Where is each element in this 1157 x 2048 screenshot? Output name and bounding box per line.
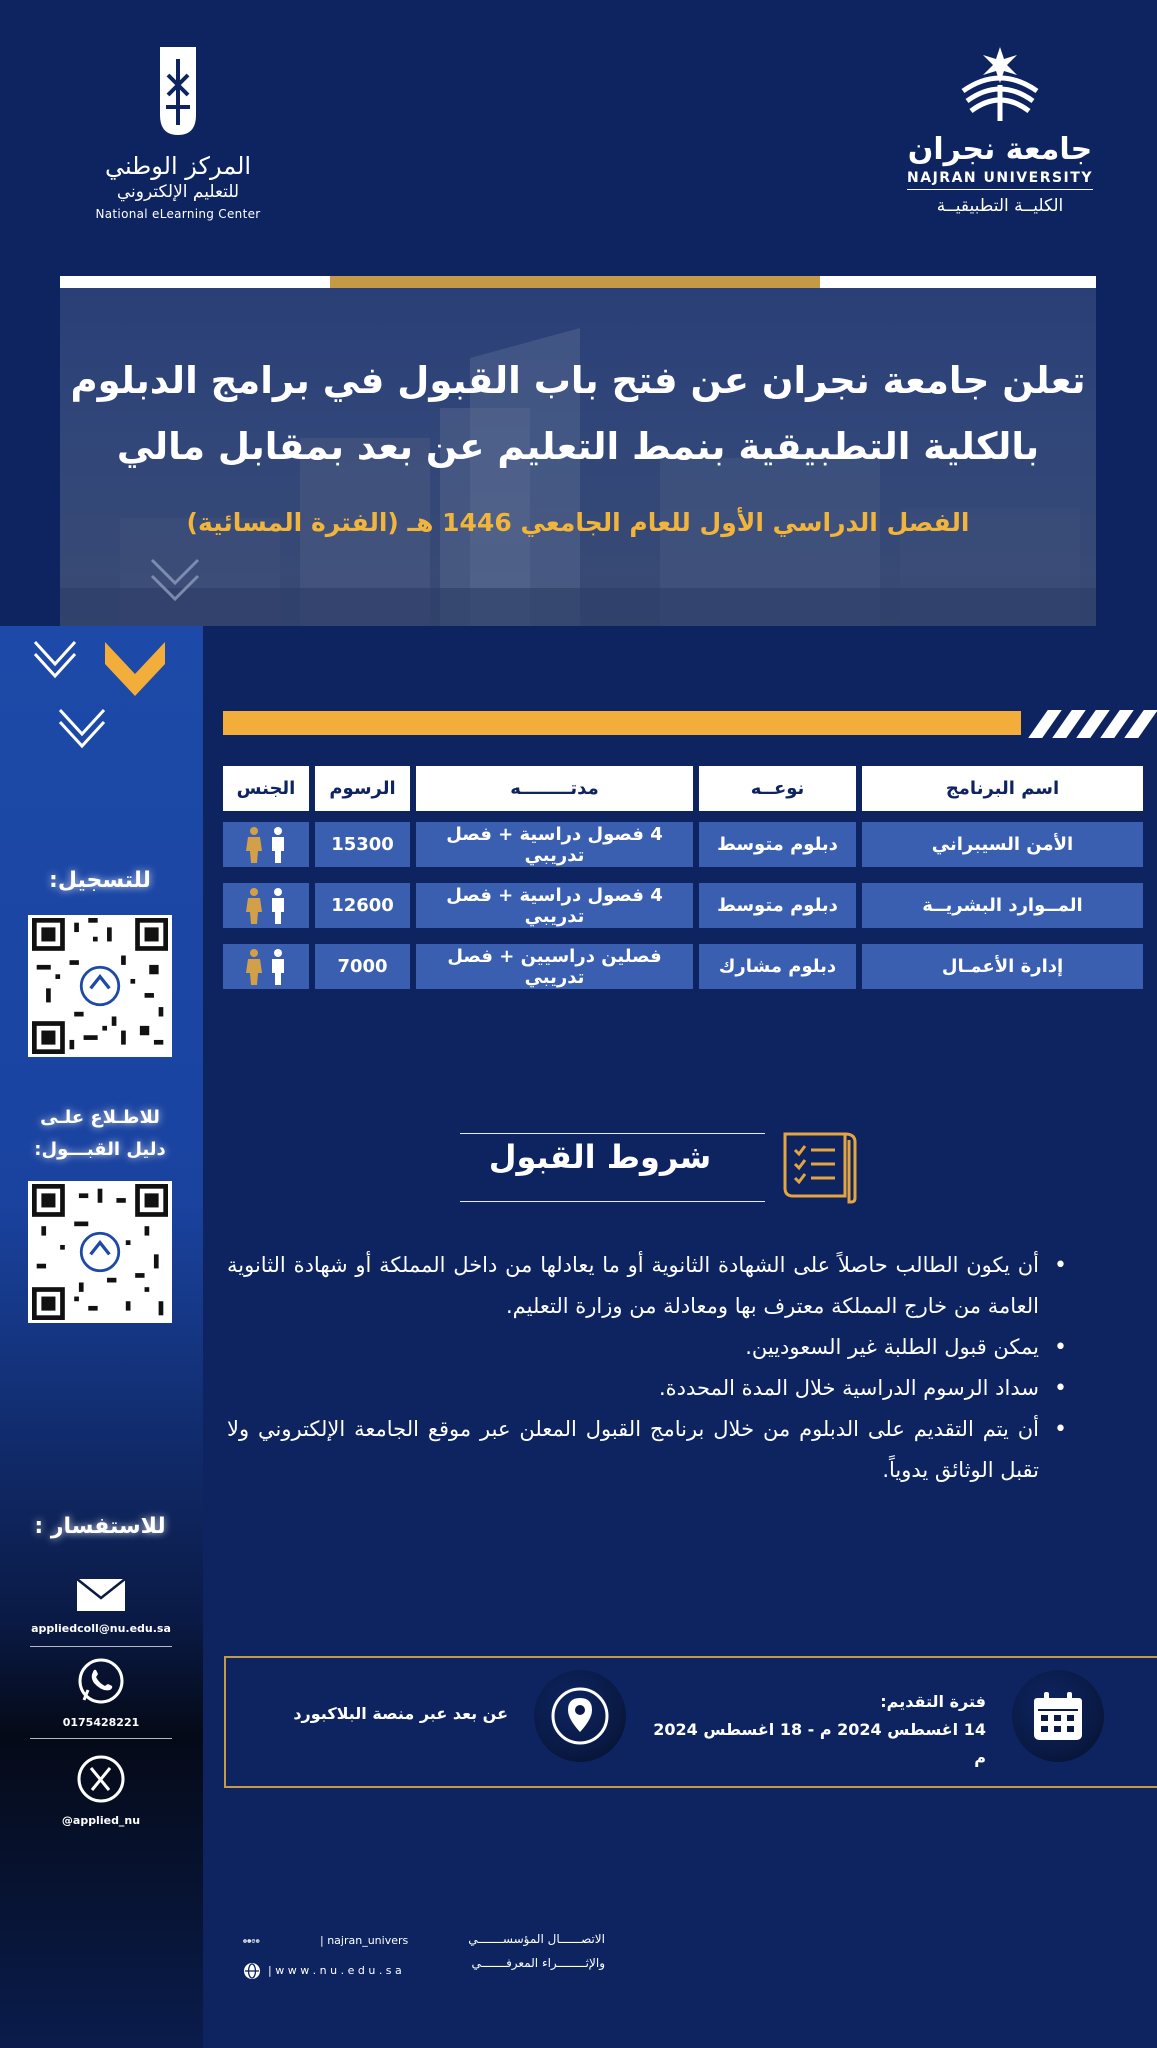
email-icon [76, 1578, 126, 1612]
inquiry-label: للاستفسار : [34, 1514, 166, 1539]
email-contact[interactable] [30, 1578, 172, 1635]
table-row-type: دبلوم متوسط [699, 822, 856, 867]
hero-title-line-1: تعلن جامعة نجران عن فتح باب القبول في برامج الدبلوم [70, 359, 1086, 402]
table-row-program: المــوارد البشريــة [862, 883, 1143, 928]
university-name-en: NAJRAN UNIVERSITY [907, 170, 1093, 190]
whatsapp-icon [76, 1656, 126, 1706]
header-duration: مدتــــــــه [416, 766, 693, 811]
condition-item: • أن يكون الطالب حاصلاً على الشهادة الثانوية أو ما يعادلها من داخل المملكة أو شهادة الثانوية العامة من خارج المملكة معترف بها ومعادلة من وزارة التعليم. [227, 1245, 1067, 1327]
university-emblem-icon [957, 45, 1043, 123]
nelc-emblem-icon [156, 45, 200, 137]
footer-slogan-line-2: والإثــــــــراء المعرفـــــــي [471, 1956, 605, 1970]
application-platform: عن بعد عبر منصة البلاكبورد [293, 1704, 508, 1723]
social-handle[interactable]: | najran_univers [320, 1934, 409, 1947]
conditions-title-line [460, 1201, 765, 1202]
location-pin-icon [550, 1686, 610, 1746]
male-female-icon [236, 825, 296, 865]
application-period-dates: 14 اغسطس 2024 م - 18 اغسطس 2024 م [653, 1720, 986, 1767]
university-name-ar: جامعة نجران [907, 132, 1093, 167]
calendar-badge [1012, 1670, 1104, 1762]
header-gender: الجنس [223, 766, 309, 811]
phone-contact[interactable] [30, 1656, 172, 1729]
header-fees: الرسوم [315, 766, 410, 811]
table-row-duration: 4 فصول دراسية + فصل تدريبي [416, 822, 693, 867]
guide-label [20, 1102, 180, 1166]
table-row-gender [223, 883, 309, 928]
guide-label-line-2: دليل القبـــول: [34, 1139, 166, 1160]
social-icons [243, 1932, 263, 1950]
section-gold-bar [223, 711, 1021, 735]
condition-item: • أن يتم التقديم على الدبلوم من خلال برنامج القبول المعلن عبر موقع الجامعة الإلكتروني ولا تقبل الوثائق يدوياً. [227, 1409, 1067, 1491]
contact-divider [30, 1646, 172, 1647]
location-badge [534, 1670, 626, 1762]
table-row-fees: 12600 [315, 883, 410, 928]
x-twitter-icon [76, 1754, 126, 1804]
table-row-type: دبلوم مشارك [699, 944, 856, 989]
register-label: للتسجيل: [49, 868, 151, 893]
college-name: الكليــة التطبيقيــة [936, 196, 1064, 216]
table-row-fees: 15300 [315, 822, 410, 867]
nelc-name-ar: المركز الوطني [104, 152, 252, 180]
table-row-program: الأمن السيبراني [862, 822, 1143, 867]
male-female-icon [236, 947, 296, 987]
decorative-chevrons-icon [30, 640, 175, 760]
twitter-handle[interactable]: @applied_nu [61, 1814, 141, 1827]
condition-item: • يمكن قبول الطلبة غير السعوديين. [227, 1327, 1067, 1368]
website-link[interactable]: | w w w . n u . e d u . s a [268, 1964, 402, 1977]
header-program: اسم البرنامج [862, 766, 1143, 811]
hero-banner [60, 288, 1096, 626]
globe-icon [243, 1962, 261, 1980]
application-period-label: فترة التقديم: [880, 1692, 986, 1711]
nelc-name-en: National eLearning Center [95, 207, 261, 221]
table-row-gender [223, 944, 309, 989]
twitter-contact[interactable] [30, 1754, 172, 1827]
hero-subtitle: الفصل الدراسي الأول للعام الجامعي 1446 هـ (الفترة المسائية) [186, 508, 970, 537]
table-row-fees: 7000 [315, 944, 410, 989]
application-period [640, 1688, 986, 1772]
admission-guide-qr-code[interactable] [28, 1181, 172, 1323]
conditions-title: شروط القبول [488, 1138, 712, 1176]
guide-label-line-1: للاطـلاع علـى [40, 1107, 160, 1128]
table-row-duration: فصلين دراسيين + فصل تدريبي [416, 944, 693, 989]
document-checklist-icon [775, 1128, 860, 1204]
condition-item: • سداد الرسوم الدراسية خلال المدة المحددة. [227, 1368, 1067, 1409]
header-type: نوعــه [699, 766, 856, 811]
hero-title-line-2: بالكلية التطبيقية بنمط التعليم عن بعد بمقابل مالي [116, 425, 1040, 468]
footer-slogan-line-1: الاتصــــــال المؤسســـــــي [468, 1932, 605, 1946]
email-address[interactable]: appliedcoll@nu.edu.sa [31, 1622, 171, 1635]
nelc-logo [88, 45, 268, 221]
table-row-type: دبلوم متوسط [699, 883, 856, 928]
calendar-icon [1030, 1688, 1086, 1744]
hero-title [60, 348, 1096, 480]
footer-slogan [440, 1932, 605, 1970]
conditions-list [227, 1245, 1067, 1491]
nelc-name-ar-2: للتعليم الإلكتروني [116, 182, 240, 202]
social-media-icons[interactable] [243, 1932, 263, 1950]
phone-number[interactable]: 0175428221 [62, 1716, 140, 1729]
table-row-gender [223, 822, 309, 867]
sidebar [0, 626, 203, 2048]
najran-university-logo [905, 45, 1095, 216]
table-row-program: إدارة الأعمـال [862, 944, 1143, 989]
table-row-duration: 4 فصول دراسية + فصل تدريبي [416, 883, 693, 928]
male-female-icon [236, 886, 296, 926]
hero-top-bar-accent [330, 276, 820, 288]
conditions-title-line [460, 1133, 765, 1134]
register-qr-code[interactable] [28, 915, 172, 1057]
contact-divider [30, 1738, 172, 1739]
